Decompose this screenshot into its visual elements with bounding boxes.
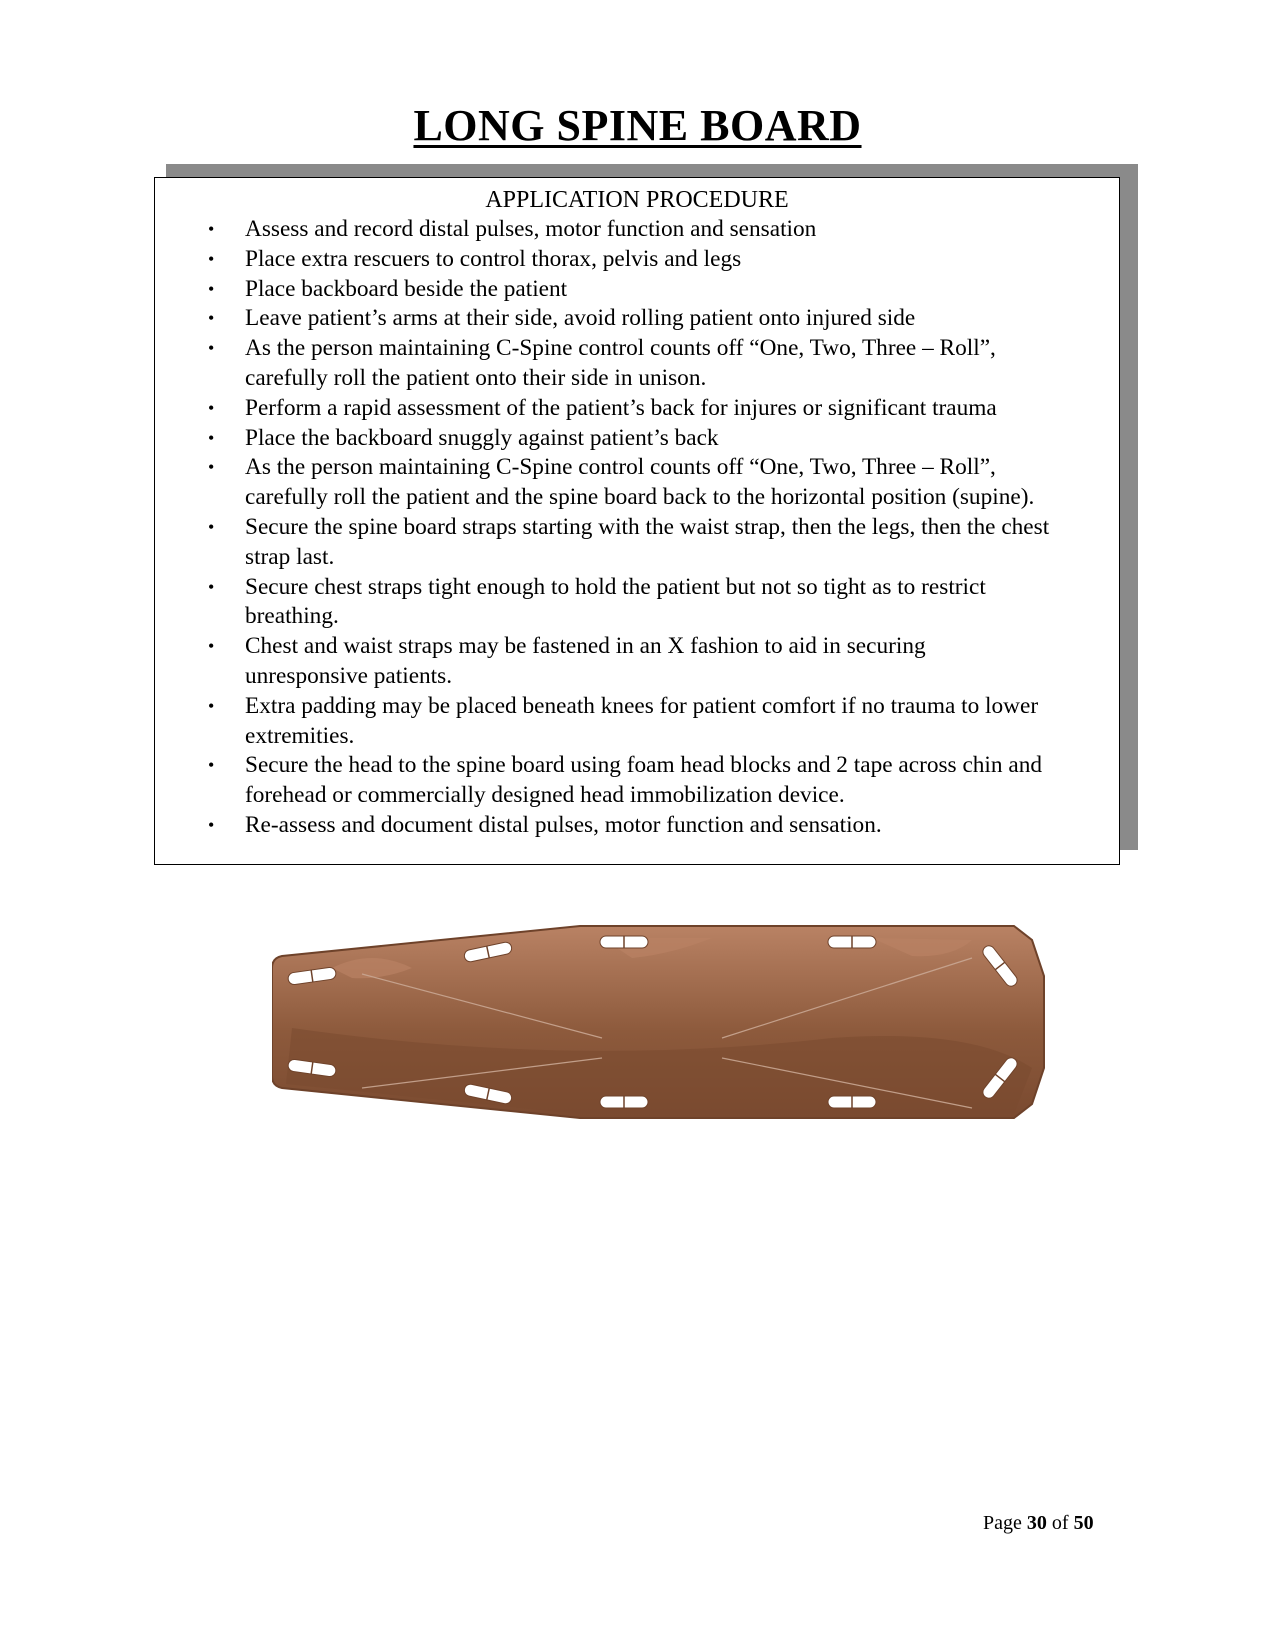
bullet-icon: •: [208, 278, 215, 299]
page-current: 30: [1026, 1512, 1047, 1534]
spine-board-graphic: [272, 918, 1058, 1138]
bullet-icon: •: [208, 516, 215, 537]
procedure-item-text: forehead or commercially designed head immobilization device.: [245, 782, 845, 809]
page-number: [983, 1512, 1094, 1535]
bullet-icon: •: [208, 308, 215, 329]
handle-slot: [600, 1096, 648, 1108]
bullet-icon: •: [208, 219, 215, 239]
bullet-icon: •: [208, 695, 215, 716]
bullet-icon: •: [208, 636, 215, 657]
bullet-icon: •: [208, 427, 215, 448]
procedure-item-text: unresponsive patients.: [245, 662, 453, 689]
procedure-item: [155, 275, 1119, 305]
procedure-item-text: Place the backboard snuggly against patient’s back: [245, 424, 719, 451]
procedure-item-text: Chest and waist straps may be fastened in an X fashion to aid in securing: [245, 633, 926, 660]
procedure-item-text: Place backboard beside the patient: [245, 275, 568, 302]
page-title: LONG SPINE BOARD: [413, 101, 862, 150]
procedure-item: [155, 334, 1119, 394]
handle-slot: [828, 1096, 876, 1108]
page-prefix: Page: [983, 1512, 1022, 1534]
procedure-item-text: carefully roll the patient and the spine board back to the horizontal position (supine).: [245, 484, 1035, 511]
spine-board-illustration: [272, 918, 1058, 1138]
bullet-icon: •: [208, 397, 215, 418]
procedure-item: [155, 215, 1119, 245]
procedure-item: [155, 811, 1119, 841]
procedure-item-text: breathing.: [245, 603, 339, 630]
procedure-item: [155, 453, 1119, 513]
bullet-icon: •: [208, 755, 215, 776]
page-total: 50: [1073, 1512, 1094, 1534]
procedure-item: [155, 424, 1119, 454]
procedure-item-text: strap last.: [245, 543, 335, 570]
procedure-item: [155, 304, 1119, 334]
procedure-item-text: Re-assess and document distal pulses, motor function and sensation.: [245, 811, 882, 838]
procedure-heading: APPLICATION PROCEDURE: [485, 187, 789, 213]
procedure-item-text: Secure the head to the spine board using foam head blocks and 2 tape across chin and: [245, 752, 1043, 779]
procedure-item-text: Perform a rapid assessment of the patient’s back for injures or significant trauma: [245, 394, 997, 421]
bullet-icon: •: [208, 576, 215, 597]
page-of: of: [1051, 1512, 1069, 1534]
bullet-icon: •: [208, 248, 215, 269]
procedure-item: [155, 751, 1119, 811]
procedure-item-text: Leave patient’s arms at their side, avoid rolling patient onto injured side: [245, 305, 916, 332]
procedure-item: [155, 394, 1119, 424]
handle-slot: [828, 936, 876, 948]
procedure-item: [155, 632, 1119, 692]
procedure-item-text: As the person maintaining C-Spine control counts off “One, Two, Three – Roll”,: [245, 335, 996, 362]
bullet-icon: •: [208, 457, 215, 478]
bullet-icon: •: [208, 338, 215, 359]
procedure-box: [154, 177, 1120, 865]
procedure-list: [155, 215, 1119, 841]
procedure-item: [155, 245, 1119, 275]
procedure-item-text: Place extra rescuers to control thorax, pelvis and legs: [245, 245, 742, 272]
procedure-item-text: Assess and record distal pulses, motor function and sensation: [245, 216, 817, 242]
procedure-item-text: Secure the spine board straps starting with the waist strap, then the legs, then the chest: [245, 513, 1050, 540]
bullet-icon: •: [208, 814, 215, 835]
procedure-item: [155, 513, 1119, 573]
handle-slot: [600, 936, 648, 948]
procedure-item-text: extremities.: [245, 722, 355, 749]
procedure-item-text: carefully roll the patient onto their side in unison.: [245, 364, 707, 391]
procedure-item-text: Secure chest straps tight enough to hold the patient but not so tight as to restrict: [245, 573, 986, 600]
procedure-item: [155, 573, 1119, 633]
procedure-item-text: As the person maintaining C-Spine control counts off “One, Two, Three – Roll”,: [245, 454, 996, 481]
procedure-item-text: Extra padding may be placed beneath knees for patient comfort if no trauma to lower: [245, 692, 1039, 719]
procedure-item: [155, 692, 1119, 752]
